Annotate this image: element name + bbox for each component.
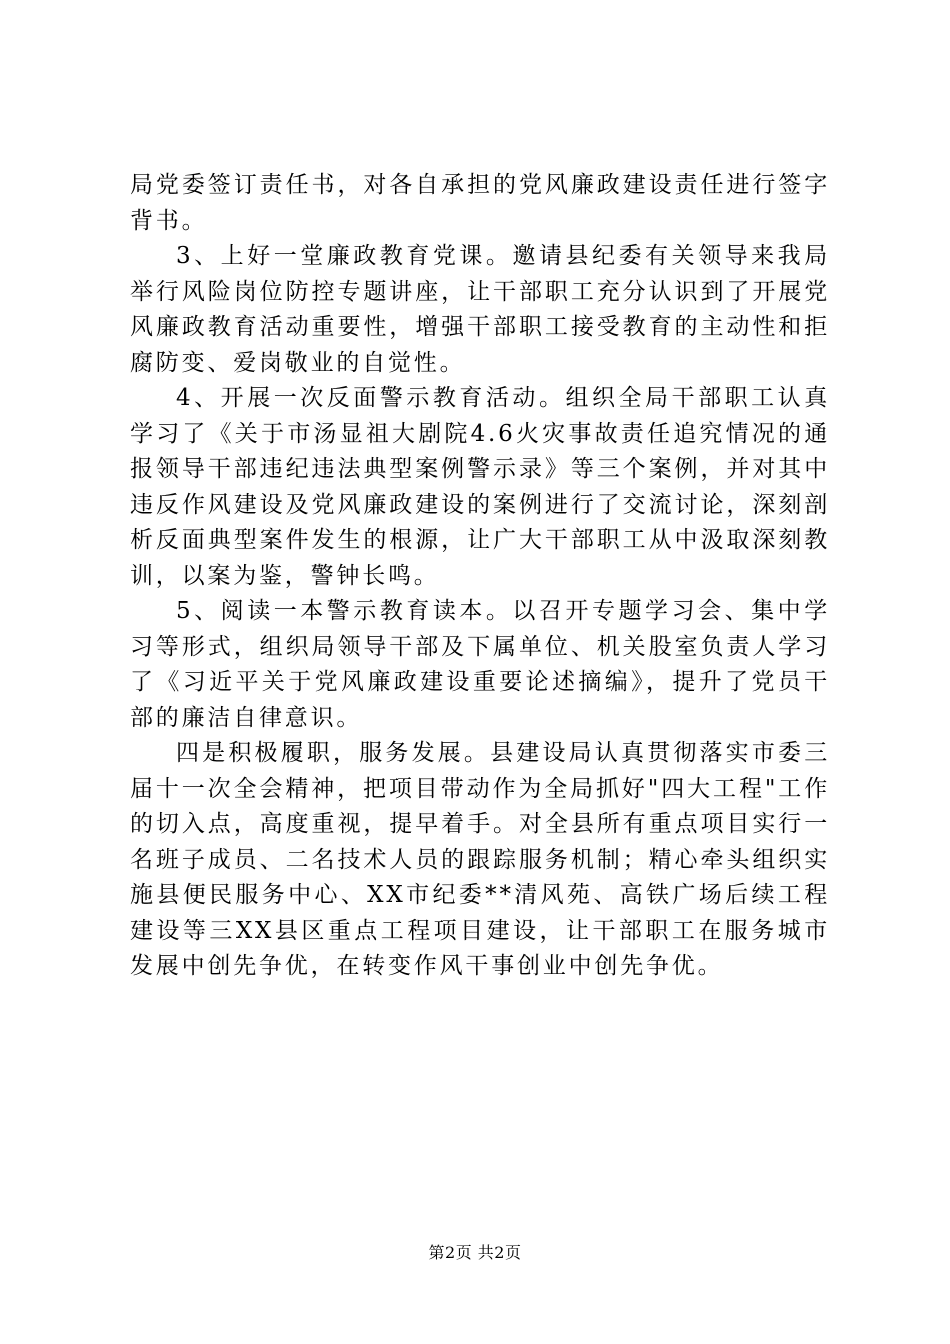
paragraph-section-4: 四是积极履职，服务发展。县建设局认真贯彻落实市委三届十一次全会精神，把项目带动作为全局抓好"四大工程"工作的切入点，高度重视，提早着手。对全县所有重点项目实行一名班子成员、二名技术人员的跟踪服务机制；精心牵头组织实施县便民服务中心、XX市纪委**清风苑、高铁广场后续工程建设等三XX县区重点工程项目建设，让干部职工在服务城市发展中创先争优，在转变作风干事创业中创先争优。: [130, 740, 830, 979]
paragraph-item-5: 5、阅读一本警示教育读本。以召开专题学习会、集中学习等形式，组织局领导干部及下属单位、机关股室负责人学习了《习近平关于党风廉政建设重要论述摘编》，提升了党员干部的廉洁自律意识。: [130, 598, 830, 731]
document-body: [130, 168, 830, 985]
page-footer: 第2页 共2页: [428, 1243, 522, 1262]
paragraph-item-3: 3、上好一堂廉政教育党课。邀请县纪委有关领导来我局举行风险岗位防控专题讲座，让干部职工充分认识到了开展党风廉政教育活动重要性，增强干部职工接受教育的主动性和拒腐防变、爱岗敬业的自觉性。: [130, 243, 830, 376]
paragraph-continuation: 局党委签订责任书，对各自承担的党风廉政建设责任进行签字背书。: [130, 172, 830, 234]
paragraph-item-4: 4、开展一次反面警示教育活动。组织全局干部职工认真学习了《关于市汤显祖大剧院4.6火灾事故责任追究情况的通报领导干部违纪违法典型案例警示录》等三个案例，并对其中违反作风建设及党风廉政建设的案例进行了交流讨论，深刻剖析反面典型案件发生的根源，让广大干部职工从中汲取深刻教训，以案为鉴，警钟长鸣。: [130, 385, 830, 589]
